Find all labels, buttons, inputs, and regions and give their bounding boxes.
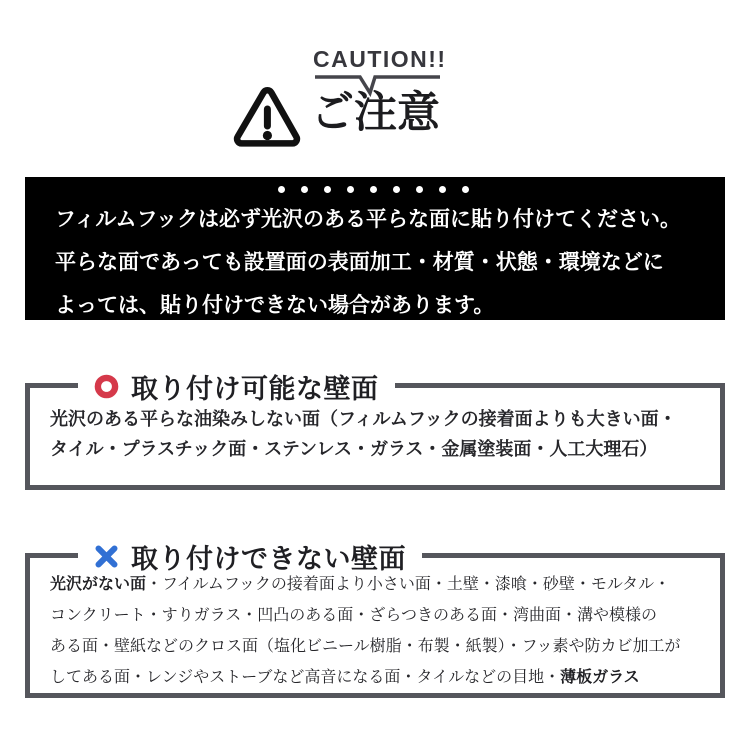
emphasis-dot bbox=[324, 186, 331, 193]
emphasis-dot bbox=[278, 186, 285, 193]
notice-line-1: フィルムフックは必ず光沢のある平らな面に貼り付けてください。 bbox=[55, 208, 682, 231]
emphasis-dot bbox=[462, 186, 469, 193]
glossless-surface-bold: 光沢がない面 bbox=[50, 576, 147, 593]
attachable-walls-section bbox=[25, 373, 725, 490]
attachable-walls-title: 取り付け可能な壁面 bbox=[131, 373, 379, 404]
non-attachable-line-2: コンクリート・すりガラス・凹凸のある面・ざらつきのある面・湾曲面・溝や模様の bbox=[50, 607, 658, 624]
non-attachable-walls-description bbox=[30, 558, 720, 693]
emphasis-dot bbox=[370, 186, 377, 193]
emphasis-dot bbox=[301, 186, 308, 193]
emphasis-dots bbox=[278, 186, 469, 193]
caution-ja-title: ご注意 bbox=[311, 89, 440, 137]
attachable-line-2: タイル・プラスチック面・ステンレス・ガラス・金属塗装面・人工大理石） bbox=[50, 439, 658, 459]
caution-en-text: CAUTION!! bbox=[313, 46, 447, 72]
notice-line-2: 平らな面であっても設置面の表面加工・材質・状態・環境などに bbox=[55, 251, 664, 274]
attachable-line-1: 光沢のある平らな油染みしない面（フィルムフックの接着面よりも大きい面・ bbox=[50, 409, 677, 429]
notice-banner bbox=[25, 177, 725, 320]
circle-ok-icon bbox=[94, 374, 119, 399]
non-attachable-walls-header bbox=[78, 538, 422, 574]
notice-banner-text bbox=[55, 198, 681, 327]
thin-glass-bold: 薄板ガラス bbox=[560, 669, 640, 686]
non-attachable-line-4 bbox=[50, 662, 700, 693]
attachable-walls-header bbox=[78, 368, 395, 404]
emphasis-dot bbox=[416, 186, 423, 193]
notice-line-3: よっては、貼り付けできない場合があります。 bbox=[55, 294, 495, 317]
non-attachable-walls-section bbox=[25, 543, 725, 698]
non-attachable-walls-title: 取り付けできない壁面 bbox=[131, 543, 406, 574]
emphasis-dot bbox=[439, 186, 446, 193]
emphasis-dot bbox=[393, 186, 400, 193]
non-attachable-line-1-rest: ・フイルムフックの接着面より小さい面・土壁・漆喰・砂壁・モルタル・ bbox=[146, 576, 671, 593]
x-ng-icon bbox=[94, 544, 119, 569]
non-attachable-line-3: ある面・壁紙などのクロス面（塩化ビニール樹脂・布製・紙製）・フッ素や防カビ加工が bbox=[50, 638, 681, 655]
warning-triangle-icon bbox=[233, 86, 301, 148]
emphasis-dot bbox=[347, 186, 354, 193]
non-attachable-line-4-pre: してある面・レンジやストーブなど高音になる面・タイルなどの目地・ bbox=[50, 669, 561, 686]
